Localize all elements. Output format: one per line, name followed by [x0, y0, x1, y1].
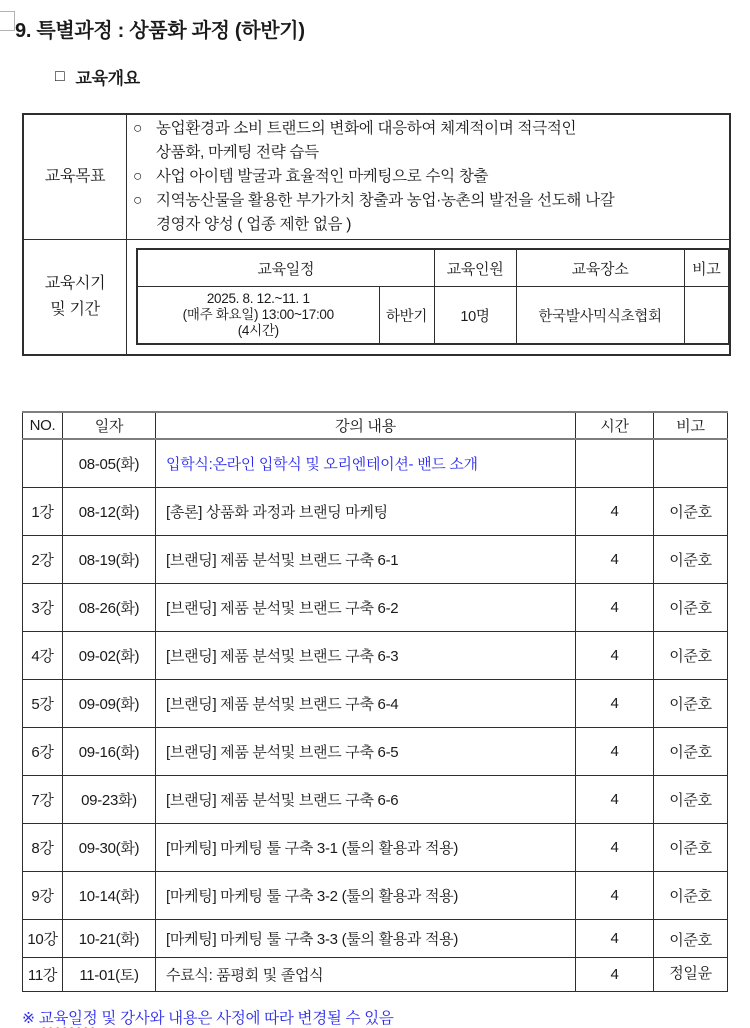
- no-cell: 5강: [23, 679, 63, 727]
- inner-schedule-table: [136, 248, 730, 345]
- note-cell: 이준호: [654, 487, 728, 535]
- header-date: 일자: [63, 412, 156, 439]
- table-row: [23, 114, 730, 240]
- date-cell: 10-21(화): [63, 919, 156, 957]
- note-cell: 정일윤: [654, 957, 728, 991]
- content-cell: [마케팅] 마케팅 툴 구축 3-3 (툴의 활용과 적용): [156, 919, 576, 957]
- goal-label-cell: 교육목표: [23, 114, 127, 240]
- content-cell: [마케팅] 마케팅 툴 구축 3-2 (툴의 활용과 적용): [156, 871, 576, 919]
- overview-table: [22, 113, 731, 356]
- content-cell: [브랜딩] 제품 분석및 브랜드 구축 6-5: [156, 727, 576, 775]
- no-cell: 10강: [23, 919, 63, 957]
- no-cell: 3강: [23, 583, 63, 631]
- date-cell: 08-19(화): [63, 535, 156, 583]
- date-cell: 10-14(화): [63, 871, 156, 919]
- content-cell: [브랜딩] 제품 분석및 브랜드 구축 6-3: [156, 631, 576, 679]
- table-row: [23, 871, 728, 919]
- header-content: 강의 내용: [156, 412, 576, 439]
- no-cell: 4강: [23, 631, 63, 679]
- hours-cell: 4: [576, 727, 654, 775]
- content-cell: 수료식: 품평회 및 졸업식: [156, 957, 576, 991]
- table-row: [137, 287, 729, 345]
- note-cell: 이준호: [654, 631, 728, 679]
- hours-cell: 4: [576, 823, 654, 871]
- no-cell: 2강: [23, 535, 63, 583]
- goal-item: [133, 117, 723, 165]
- note-cell: [654, 439, 728, 487]
- no-cell: 1강: [23, 487, 63, 535]
- hours-cell: 4: [576, 583, 654, 631]
- no-cell: 8강: [23, 823, 63, 871]
- circle-bullet-icon: ○: [133, 168, 143, 185]
- inner-header-note: 비고: [684, 249, 729, 287]
- no-cell: 6강: [23, 727, 63, 775]
- section-title: 교육개요: [75, 69, 140, 88]
- table-header-row: [23, 412, 728, 439]
- content-cell: [마케팅] 마케팅 툴 구축 3-1 (툴의 활용과 적용): [156, 823, 576, 871]
- note-cell: 이준호: [654, 823, 728, 871]
- note-cell: 이준호: [654, 919, 728, 957]
- inner-header-place: 교육장소: [516, 249, 684, 287]
- goal-text: 지역농산물을 활용한 부가가치 창출과 농업·농촌의 발전을 선도해 나갈: [156, 192, 615, 209]
- header-no: NO.: [23, 412, 63, 439]
- circle-bullet-icon: ○: [133, 192, 143, 209]
- hours-cell: 4: [576, 919, 654, 957]
- table-row: [23, 583, 728, 631]
- no-cell: 7강: [23, 775, 63, 823]
- footnote-text: 및 강사와 내용은 사정에 따라 변경될 수 있음: [101, 1009, 394, 1027]
- hours-cell: 4: [576, 775, 654, 823]
- date-cell: 11-01(토): [63, 957, 156, 991]
- hours-cell: 4: [576, 535, 654, 583]
- hours-cell: 4: [576, 631, 654, 679]
- date-cell: 09-30(화): [63, 823, 156, 871]
- footnote-underlined-text: 교육일정: [38, 1009, 98, 1027]
- table-row: [23, 727, 728, 775]
- goal-list-cell: [127, 114, 731, 240]
- inner-header-schedule: 교육일정: [137, 249, 434, 287]
- note-cell: 이준호: [654, 775, 728, 823]
- note-cell: 이준호: [654, 679, 728, 727]
- date-cell: 08-26(화): [63, 583, 156, 631]
- note-cell: 이준호: [654, 583, 728, 631]
- date-cell: 09-09(화): [63, 679, 156, 727]
- header-hours: 시간: [576, 412, 654, 439]
- period-label-line2: 및 기간: [50, 301, 100, 318]
- hours-cell: 4: [576, 957, 654, 991]
- goal-text-cont: 경영자 양성 ( 업종 제한 없음 ): [156, 216, 352, 233]
- goal-item: [133, 189, 723, 237]
- hours-cell: 4: [576, 487, 654, 535]
- section-heading: [55, 64, 750, 89]
- content-cell: [브랜딩] 제품 분석및 브랜드 구축 6-4: [156, 679, 576, 727]
- table-row: [23, 957, 728, 991]
- square-bullet-icon: □: [55, 67, 65, 85]
- lecture-schedule-table: [22, 411, 728, 992]
- no-cell: 11강: [23, 957, 63, 991]
- schedule-period-cell: [137, 287, 379, 345]
- no-cell: [23, 439, 63, 487]
- half-year-cell: 하반기: [379, 287, 434, 345]
- footnote: [22, 1006, 750, 1028]
- table-row: [23, 535, 728, 583]
- goal-item: [133, 165, 723, 189]
- table-row: [23, 631, 728, 679]
- note-cell: 이준호: [654, 535, 728, 583]
- inner-header-people: 교육인원: [434, 249, 516, 287]
- content-cell: 입학식:온라인 입학식 및 오리엔테이션- 밴드 소개: [156, 439, 576, 487]
- table-row: [137, 249, 729, 287]
- schedule-period-line1: 2025. 8. 12.~11. 1: [206, 291, 310, 306]
- no-cell: 9강: [23, 871, 63, 919]
- hours-cell: [576, 439, 654, 487]
- document-title: 9. 특별과정 : 상품화 과정 (하반기): [15, 20, 305, 42]
- note-cell: 이준호: [654, 871, 728, 919]
- content-cell: [브랜딩] 제품 분석및 브랜드 구축 6-1: [156, 535, 576, 583]
- date-cell: 08-12(화): [63, 487, 156, 535]
- people-count-cell: 10명: [434, 287, 516, 345]
- table-row: [23, 679, 728, 727]
- table-row: [23, 439, 728, 487]
- period-label-line1: 교육시기: [44, 275, 106, 292]
- content-cell: [총론] 상품화 과정과 브랜딩 마케팅: [156, 487, 576, 535]
- note-cell: 이준호: [654, 727, 728, 775]
- table-row: [23, 919, 728, 957]
- schedule-period-line3: (4시간): [237, 323, 279, 338]
- date-cell: 08-05(화): [63, 439, 156, 487]
- table-row: [23, 775, 728, 823]
- schedule-period-line2: (매주 화요일) 13:00~17:00: [182, 307, 334, 322]
- header-note: 비고: [654, 412, 728, 439]
- hours-cell: 4: [576, 679, 654, 727]
- goal-text: 사업 아이템 발굴과 효율적인 마케팅으로 수익 창출: [156, 168, 489, 185]
- content-cell: [브랜딩] 제품 분석및 브랜드 구축 6-6: [156, 775, 576, 823]
- page-corner-marker: [0, 11, 15, 31]
- goal-text-cont: 상품화, 마케팅 전략 습득: [156, 144, 319, 161]
- reference-mark-icon: ※: [22, 1009, 35, 1027]
- period-label-cell: [23, 240, 127, 356]
- circle-bullet-icon: ○: [133, 120, 143, 137]
- table-row: [23, 823, 728, 871]
- period-content-cell: [127, 240, 731, 356]
- date-cell: 09-23화): [63, 775, 156, 823]
- date-cell: 09-16(화): [63, 727, 156, 775]
- hours-cell: 4: [576, 871, 654, 919]
- table-row: [23, 487, 728, 535]
- note-cell: [684, 287, 729, 345]
- place-cell: 한국발사믹식초협회: [516, 287, 684, 345]
- date-cell: 09-02(화): [63, 631, 156, 679]
- goal-text: 농업환경과 소비 트랜드의 변화에 대응하여 체계적이며 적극적인: [156, 120, 577, 137]
- table-row: [23, 240, 730, 356]
- content-cell: [브랜딩] 제품 분석및 브랜드 구축 6-2: [156, 583, 576, 631]
